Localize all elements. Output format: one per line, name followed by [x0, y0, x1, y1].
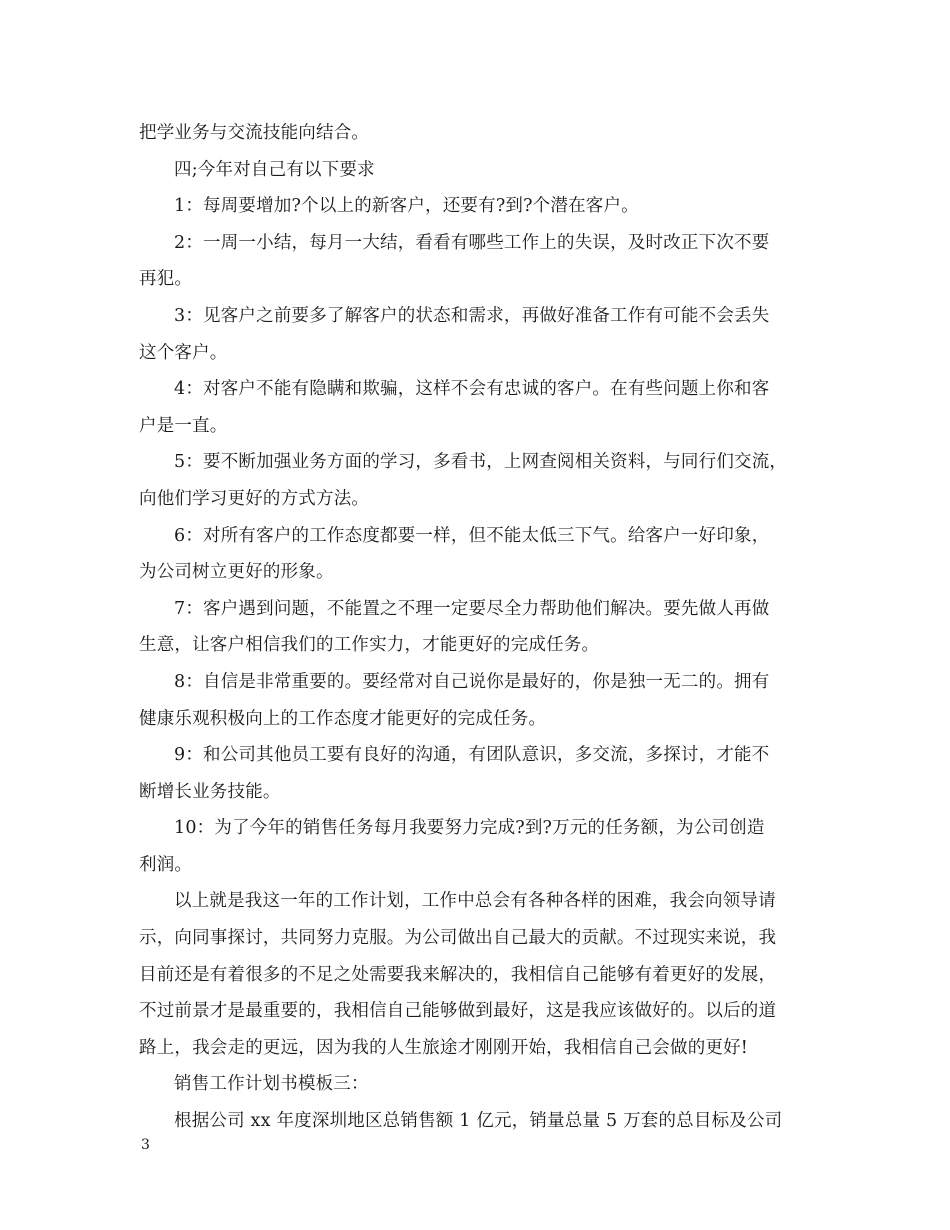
- text-line: 9：和公司其他员工要有良好的沟通，有团队意识，多交流，多探讨，才能不: [174, 745, 770, 766]
- text-line: 4：对客户不能有隐瞒和欺骗，这样不会有忠诚的客户。在有些问题上你和客: [174, 379, 770, 400]
- text-line: 四;今年对自己有以下要求: [174, 159, 375, 180]
- text-line: 再犯。: [139, 269, 193, 290]
- page-number: 3: [141, 1137, 150, 1153]
- text-line: 销售工作计划书模板三：: [174, 1074, 369, 1095]
- text-line: 生意，让客户相信我们的工作实力，才能更好的完成任务。: [139, 635, 600, 656]
- text-line: 以上就是我这一年的工作计划，工作中总会有各种各样的困难，我会向领导请: [174, 891, 776, 912]
- text-line: 健康乐观积极向上的工作态度才能更好的完成任务。: [139, 708, 547, 729]
- text-line: 2：一周一小结，每月一大结，看看有哪些工作上的失误，及时改正下次不要: [174, 232, 770, 253]
- text-line: 10：为了今年的销售任务每月我要努力完成?到?万元的任务额，为公司创造: [174, 818, 765, 839]
- text-line: 6：对所有客户的工作态度都要一样，但不能太低三下气。给客户一好印象，: [174, 525, 770, 546]
- text-line: 这个客户。: [139, 342, 228, 363]
- text-line: 断增长业务技能。: [139, 781, 281, 802]
- text-line: 把学业务与交流技能向结合。: [139, 123, 370, 143]
- text-line: 向他们学习更好的方式方法。: [139, 488, 370, 509]
- text-line: 根据公司 xx 年度深圳地区总销售额 1 亿元，销量总量 5 万套的总目标及公司: [174, 1111, 783, 1132]
- text-line: 路上，我会走的更远，因为我的人生旅途才刚刚开始，我相信自己会做的更好!: [139, 1037, 749, 1058]
- text-line: 7：客户遇到问题，不能置之不理一定要尽全力帮助他们解决。要先做人再做: [174, 598, 770, 619]
- text-line: 户是一直。: [139, 415, 228, 436]
- text-line: 为公司树立更好的形象。: [139, 562, 334, 583]
- text-line: 3：见客户之前要多了解客户的状态和需求，再做好准备工作有可能不会丢失: [174, 305, 770, 326]
- text-line: 目前还是有着很多的不足之处需要我来解决的，我相信自己能够有着更好的发展，: [139, 964, 777, 985]
- text-line: 利润。: [139, 854, 193, 875]
- text-line: 示，向同事探讨，共同努力克服。为公司做出自己最大的贡献。不过现实来说，我: [139, 928, 777, 949]
- text-line: 8：自信是非常重要的。要经常对自己说你是最好的，你是独一无二的。拥有: [174, 671, 770, 692]
- body-text: [139, 115, 819, 1140]
- text-line: 1：每周要增加?个以上的新客户，还要有?到?个潜在客户。: [174, 196, 639, 217]
- text-line: 5：要不断加强业务方面的学习，多看书，上网查阅相关资料，与同行们交流，: [174, 452, 788, 473]
- text-line: 不过前景才是最重要的，我相信自己能够做到最好，这是我应该做好的。以后的道: [139, 1001, 777, 1022]
